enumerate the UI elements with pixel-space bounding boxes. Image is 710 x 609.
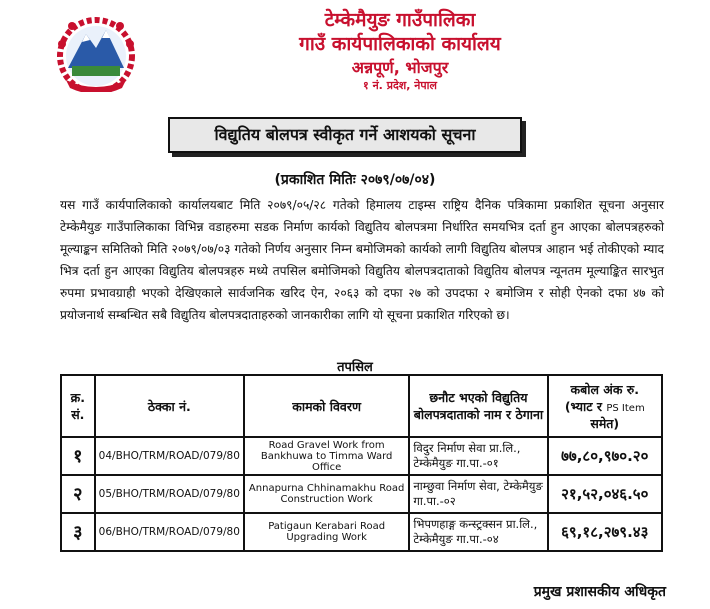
contracts-table <box>60 374 663 552</box>
table-row <box>61 513 662 551</box>
header-amount <box>548 375 662 437</box>
municipality-name: टेम्केमैयुङ गाउँपालिका <box>324 9 476 31</box>
row-amount: ६९,१८,२७९.४३ <box>548 513 662 551</box>
province-label: १ नं. प्रदेश, नेपाल <box>363 79 437 92</box>
row-description: Annapurna Chhinamakhu Road Construction Work <box>244 475 409 513</box>
header-description: कामको विवरण <box>244 375 409 437</box>
notice-body: यस गाउँ कार्यपालिकाको कार्यालयबाट मिति २०७९/०५/२८ गतेको हिमालय टाइम्स राष्ट्रिय दैनिक पत्रिकामा प्रकाशित सूचना अनुसार टेम्केमैयुङ गाउँपालिकाका विभिन्न वडाहरुमा सडक निर्माण कार्यको विद्युतिय बोलपत्रमा निर्धारित समयभित्र दर्ता हुन आएका बोलपत्रहरुको मूल्याङ्कन समितिको मिति २०७९/०७/०३ गतेको निर्णय अनुसार निम्न बमोजिमको कार्यको लागी विद्युतिय बोलपत्र आहान भई तोकीएको म्याद भित्र दर्ता हुन आएका विद्युतिय बोलपत्रहरु मध्ये तपसिल बमोजिमको विद्युतिय बोलपत्रदाताको विद्युतिय बोलपत्र न्यूनतम मूल्याङ्कित सारभुत रुपमा प्रभावग्राही भएको देखिएकाले सार्वजनिक खरिद ऐन, २०६३ को दफा २७ को उपदफा २ बमोजिम र सोही ऐनको दफा ४७ को प्रयोजनार्थ सम्बन्धित सबै विद्युतिय बोलपत्रदाताहरुको जानकारीका लागि यो सूचना प्रकाशित गरिएको छ। <box>60 198 664 322</box>
row-contractor: नाम्छुवा निर्माण सेवा, टेम्केमैयुङ गा.पा.-०२ <box>409 475 547 513</box>
table-row <box>61 437 662 475</box>
details-label: तपसिल <box>337 360 373 375</box>
row-contractor: विदुर निर्माण सेवा प्रा.लि., टेम्केमैयुङ गा.पा.-०१ <box>409 437 547 475</box>
header-amount-note-prefix: (भ्याट र <box>564 398 607 414</box>
row-sn: १ <box>61 437 95 475</box>
published-date: (प्रकाशित मितिः २०७९/०७/०४) <box>274 172 436 188</box>
row-sn: ३ <box>61 513 95 551</box>
row-amount: २१,५२,०४६.५० <box>548 475 662 513</box>
nepal-emblem-icon <box>52 10 140 92</box>
office-location: अन्नपूर्ण, भोजपुर <box>351 58 449 77</box>
header-amount-note-suffix: समेत) <box>590 415 620 431</box>
signature-title: प्रमुख प्रशासकीय अधिकृत <box>533 584 666 600</box>
notice-title: विद्युतिय बोलपत्र स्वीकृत गर्ने आशयको सूचना <box>168 117 522 153</box>
row-contract-no: 06/BHO/TRM/ROAD/079/80 <box>95 513 244 551</box>
row-description: Road Gravel Work from Bankhuwa to Timma Ward Office <box>244 437 409 475</box>
row-amount: ७७,८०,९७०.२० <box>548 437 662 475</box>
header-sn: क्र. सं. <box>61 375 95 437</box>
table-header-row <box>61 375 662 437</box>
office-name: गाउँ कार्यपालिकाको कार्यालय <box>299 33 501 55</box>
table-row <box>61 475 662 513</box>
green-hills <box>72 66 120 76</box>
header-contract-no: ठेक्का नं. <box>95 375 244 437</box>
row-contract-no: 04/BHO/TRM/ROAD/079/80 <box>95 437 244 475</box>
row-contract-no: 05/BHO/TRM/ROAD/079/80 <box>95 475 244 513</box>
header-amount-label: कबोल अंक रु. <box>570 381 640 397</box>
header-amount-ps: PS Item <box>606 402 645 414</box>
row-contractor: भिपणहाङ्ग कन्स्ट्रक्सन प्रा.लि., टेम्केमैयुङ गा.पा.-०४ <box>409 513 547 551</box>
row-sn: २ <box>61 475 95 513</box>
row-description: Patigaun Kerabari Road Upgrading Work <box>244 513 409 551</box>
header-contractor: छनौट भएको विद्युतिय बोलपत्रदाताको नाम र ठेगाना <box>409 375 547 437</box>
